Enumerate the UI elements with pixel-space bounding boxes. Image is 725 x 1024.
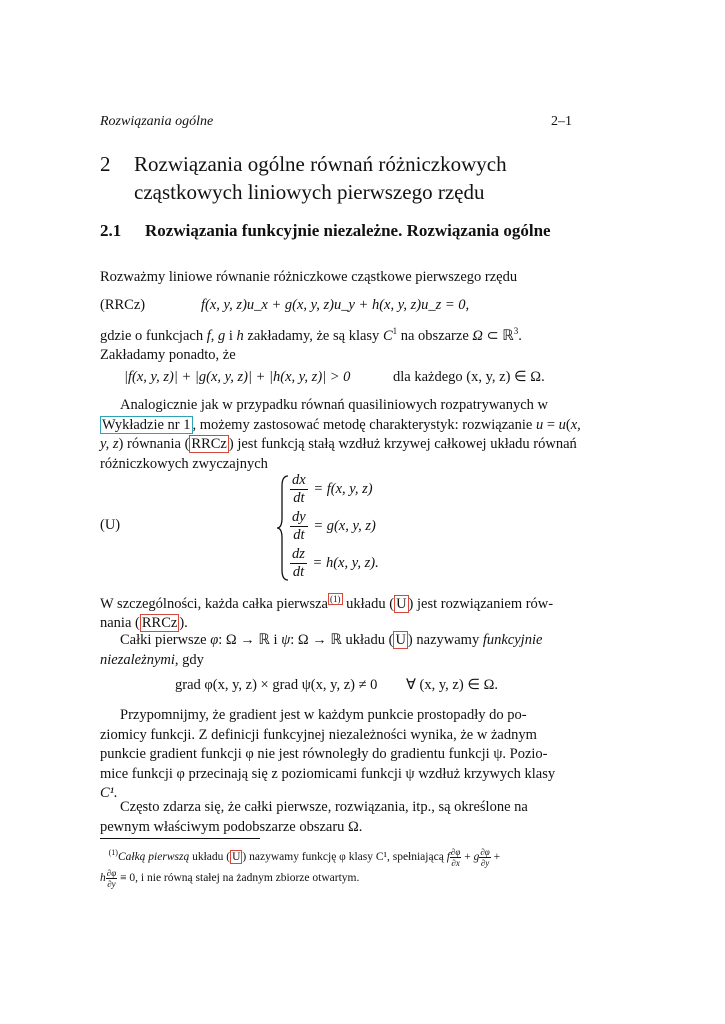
text: Przypomnijmy, że gradient jest w każdym punkcie prostopadły do po- [120, 707, 527, 723]
inequality-condition: dla każdego (x, y, z) ∈ Ω. [393, 369, 545, 385]
page-number: 2–1 [551, 114, 572, 129]
system-row [288, 472, 373, 507]
equation-formula: f(x, y, z)u_x + g(x, y, z)u_y + h(x, y, z)u_z = 0, [201, 297, 470, 313]
paragraph-gradient [100, 706, 586, 804]
grad-condition: ∀ (x, y, z) ∈ Ω. [406, 677, 498, 693]
text: ziomicy funkcji. Z definicji funkcyjnej niezależności wynika, że w żadnym [100, 726, 537, 743]
system-u [100, 472, 586, 584]
row-denominator: dt [292, 564, 305, 580]
text: W szczególności, każda całka pierwsza [100, 595, 328, 612]
grad-formula: grad φ(x, y, z) × grad ψ(x, y, z) ≠ 0 [175, 677, 378, 693]
paragraph-subdomain [100, 798, 586, 837]
text: , możemy zastosować metodę charakterystyk: rozwiązanie [192, 416, 536, 433]
row-numerator: dy [292, 509, 306, 525]
ref-u[interactable]: U [232, 850, 241, 863]
lecture-link[interactable]: Wykładzie nr 1 [102, 416, 191, 433]
text: C¹. [100, 785, 118, 801]
text: układu [342, 595, 390, 612]
row-denominator: dt [293, 490, 305, 506]
text: nazywamy funkcję φ klasy C¹, spełniającą [246, 850, 447, 863]
ref-u[interactable]: U [396, 595, 407, 612]
paragraph-first-integral: W szczególności, każda całka pierwsza $^{(1)}$ układu ( U ) jest rozwiązaniem rów- nania ( RRCz ). [100, 594, 554, 632]
text: układu [189, 850, 227, 863]
text: funkcyjnie [482, 632, 543, 648]
section-heading [100, 150, 586, 206]
row-numerator: dz [292, 546, 305, 562]
text: gdzie o funkcjach [100, 327, 207, 344]
text: ≡ 0, i nie równą stałej na żadnym zbiorze otwartym. [120, 871, 360, 884]
running-header [100, 114, 586, 130]
text: niezależnymi [100, 651, 175, 668]
text: zakładamy, że są klasy [243, 327, 383, 344]
ref-rrcz[interactable]: RRCz [141, 615, 178, 632]
text: , gdy [174, 651, 204, 668]
footnote: $^{(1)}$Całką pierwszą układu ( U ) nazywamy funkcję φ klasy C¹, spełniającą f $\frac{\partial\varphi}{\partial x}$ + g $\frac{\partial\varphi}{\partial y}$ + h $\frac{\partial\varphi}{\partial y}$ ≡ 0, i nie równą stałej na żadnym zbiorze otwartym. [100, 846, 501, 889]
subsection-number: 2.1 [100, 221, 122, 240]
running-header-title: Rozwiązania ogólne [100, 114, 214, 129]
text: nazywamy [412, 632, 483, 648]
row-numerator: dx [292, 472, 306, 488]
system-row [288, 509, 376, 544]
text: jest rozwiązaniem rów- [413, 595, 554, 612]
inequality-formula: |f(x, y, z)| + |g(x, y, z)| + |h(x, y, z)| > 0 [124, 369, 351, 385]
text: mice funkcji φ przecinają się z poziomicami funkcji ψ wzdłuż krzywych klasy [100, 765, 556, 782]
section-title: Rozwiązania ogólne równań różniczkowych cząstkowych liniowych pierwszego rzędu [134, 152, 507, 204]
row-rhs: = f(x, y, z) [313, 480, 373, 497]
paragraph-characteristics: Analogicznie jak w przypadku równań quasiliniowych rozpatrywanych w Wykładzie nr 1 , możemy zastosować metodę charakterystyk: rozwiązanie u = u(x, y, z) równania ( RRCz ) jest funkcją stałą wzdłuż krzywej całkowej układu równań różniczkowych zwyczajnych [100, 397, 581, 472]
footnote-rule [100, 838, 260, 839]
text: równań różniczkowych zwyczajnych [100, 436, 577, 472]
equation-rrcz [100, 297, 586, 314]
ref-rrcz[interactable]: RRCz [191, 436, 227, 452]
text: nania [100, 615, 136, 632]
equation-label: (RRCz) [100, 297, 146, 313]
text: Analogicznie jak w przypadku równań quasiliniowych rozpatrywanych w [120, 397, 549, 413]
ref-u[interactable]: U [395, 632, 406, 648]
text: . [184, 615, 188, 632]
text: pewnym właściwym podobszarze obszaru Ω. [100, 818, 363, 835]
row-denominator: dt [293, 527, 305, 543]
intro-paragraph: Rozważmy liniowe równanie różniczkowe cząstkowe pierwszego rzędu [100, 269, 518, 285]
row-rhs: = h(x, y, z). [312, 554, 379, 571]
text: Całki pierwsze [120, 632, 211, 648]
subsection-heading [100, 219, 586, 242]
system-label: (U) [100, 517, 121, 533]
system-row [288, 546, 379, 581]
footnote-mark[interactable]: (1) [330, 594, 341, 604]
row-rhs: = g(x, y, z) [313, 517, 376, 534]
text: układu [341, 632, 389, 648]
text: jest funkcją stałą wzdłuż krzywej całkowej układu [233, 436, 530, 452]
subsection-title: Rozwiązania funkcyjnie niezależne. Rozwiązania ogólne [145, 221, 551, 240]
text: Zakładamy ponadto, że [100, 347, 236, 364]
text: Całką pierwszą [117, 850, 190, 863]
text: na obszarze [397, 327, 473, 344]
paragraph-assumptions: gdzie o funkcjach f, g i h zakładamy, że są klasy $C^1$ na obszarze Ω ⊂ ℝ$^3$. Zakładamy ponadto, że [100, 326, 522, 364]
text: Często zdarza się, że całki pierwsze, rozwiązania, itp., są określone na [120, 799, 528, 815]
text: równania [123, 436, 185, 452]
text: punkcie gradient funkcji φ nie jest równoległy do gradientu funkcji ψ. Pozio- [100, 746, 548, 762]
footnote-number: (1) [108, 848, 118, 857]
paragraph-independence: Całki pierwsze φ: Ω → ℝ i ψ: Ω → ℝ układu ( U ) nazywamy funkcyjnie niezależnymi, gdy [100, 632, 543, 668]
section-number: 2 [100, 152, 111, 176]
